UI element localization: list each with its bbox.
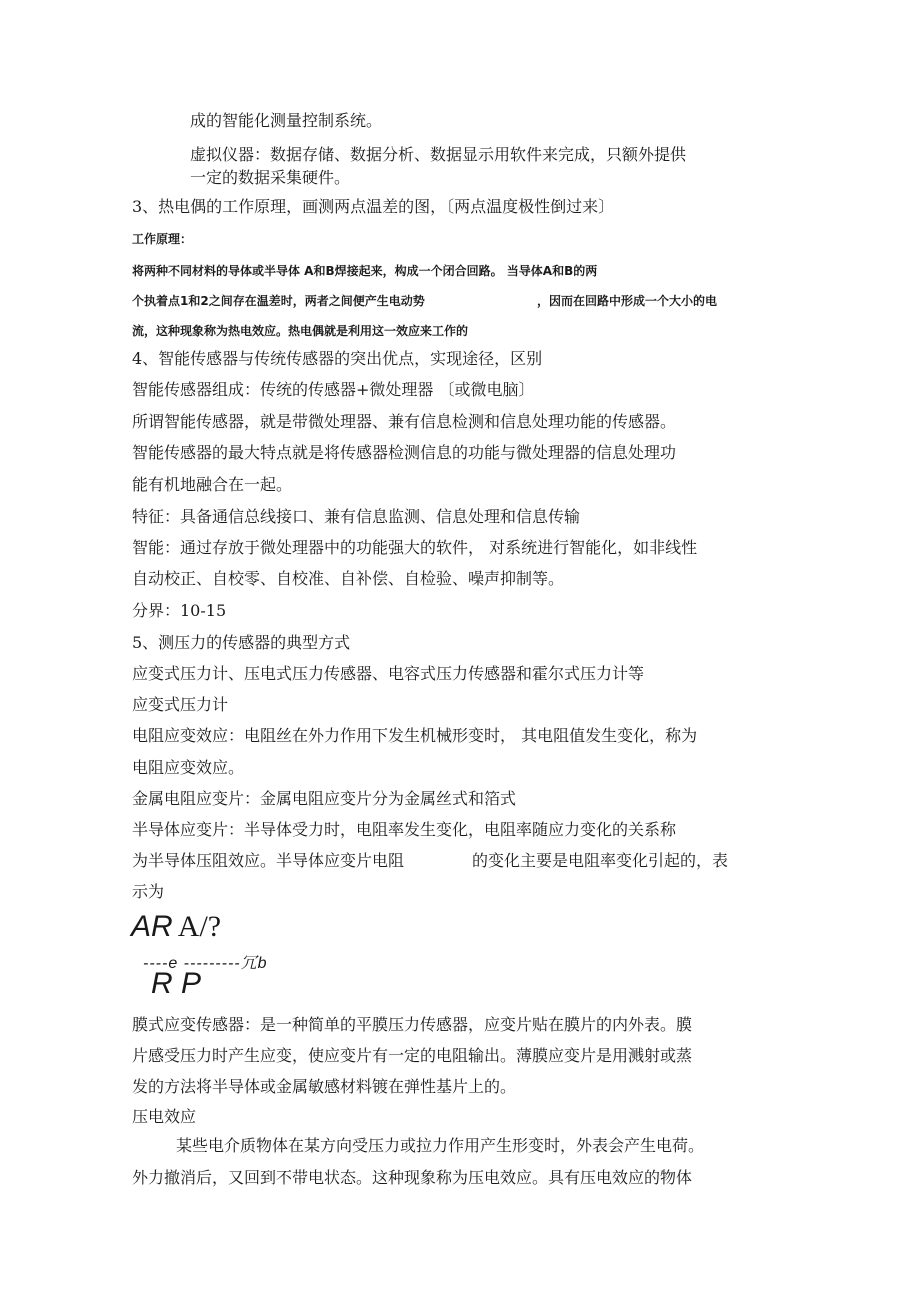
text-line: 智能：通过存放于微处理器中的功能强大的软件， 对系统进行智能化，如非线性: [132, 538, 698, 557]
text-line: 某些电介质物体在某方向受压力或拉力作用产生形变时，外表会产生电荷。: [176, 1136, 705, 1155]
text-line: 应变式压力计、压电式压力传感器、电容式压力传感器和霍尔式压力计等: [132, 664, 645, 683]
text-line: 将两种不同材料的导体或半导体 A和B焊接起来，构成一个闭合回路。 当导体A和B的两: [132, 264, 598, 278]
formula-delta-rho: A/?: [177, 910, 222, 943]
text-line: 为半导体压阻效应。半导体应变片电阻: [132, 851, 405, 870]
formula-denominator: R P: [151, 967, 202, 1000]
text-line: 金属电阻应变片：金属电阻应变片分为金属丝式和箔式: [132, 789, 517, 808]
text-line: 所谓智能传感器，就是带微处理器、兼有信息检测和信息处理功能的传感器。: [132, 412, 677, 431]
text-line: 虚拟仪器：数据存储、数据分析、数据显示用软件来完成，只额外提供: [190, 145, 687, 164]
text-line: 流，这种现象称为热电效应。热电偶就是利用这一效应来工作的: [132, 324, 469, 338]
text-line: 成的智能化测量控制系统。: [190, 111, 383, 130]
text-line: 电阻应变效应：电阻丝在外力作用下发生机械形变时， 其电阻值发生变化，称为: [132, 726, 698, 745]
text-line: 片感受压力时产生应变，使应变片有一定的电阻输出。薄膜应变片是用溅射或蒸: [132, 1046, 693, 1065]
text-line: 智能传感器组成：传统的传感器+微处理器 〔或微电脑〕: [132, 380, 535, 399]
section-heading: 3、热电偶的工作原理，画测两点温差的图，〔两点温度极性倒过来〕: [132, 197, 615, 216]
text-line: 电阻应变效应。: [132, 758, 245, 777]
text-line: 自动校正、自校零、自校准、自补偿、自检验、噪声抑制等。: [132, 569, 565, 588]
text-line: 发的方法将半导体或金属敏感材料镀在弹性基片上的。: [132, 1077, 517, 1096]
text-line: 智能传感器的最大特点就是将传感器检测信息的功能与微处理器的信息处理功: [132, 443, 677, 462]
text-line: 的变化主要是电阻率变化引起的，表: [472, 851, 729, 870]
text-line: 一定的数据采集硬件。: [190, 168, 351, 187]
text-line: 分界：10-15: [132, 601, 227, 620]
text-line: 工作原理：: [132, 232, 193, 246]
text-line: 能有机地融合在一起。: [132, 475, 293, 494]
text-line: 应变式压力计: [132, 695, 229, 714]
text-line: 膜式应变传感器：是一种简单的平膜压力传感器，应变片贴在膜片的内外表。膜: [132, 1015, 693, 1034]
text-line: 外力撤消后，又回到不带电状态。这种现象称为压电效应。具有压电效应的物体: [132, 1168, 693, 1187]
section-heading: 5、测压力的传感器的典型方式: [132, 633, 351, 652]
text-line: ，因而在回路中形成一个大小的电: [537, 294, 718, 308]
text-line: 示为: [132, 882, 165, 901]
formula-fraction-bar: ----e ---------冗b: [143, 955, 268, 972]
formula-delta-r: AR: [131, 910, 173, 943]
section-heading: 4、智能传感器与传统传感器的突出优点，实现途径，区别: [132, 349, 543, 368]
text-line: 特征：具备通信总线接口、兼有信息监测、信息处理和信息传输: [132, 507, 581, 526]
text-line: 个执着点1和2之间存在温差时，两者之间便产生电动势: [132, 294, 425, 308]
section-heading: 压电效应: [132, 1107, 197, 1126]
text-line: 半导体应变片：半导体受力时，电阻率发生变化，电阻率随应力变化的关系称: [132, 820, 677, 839]
